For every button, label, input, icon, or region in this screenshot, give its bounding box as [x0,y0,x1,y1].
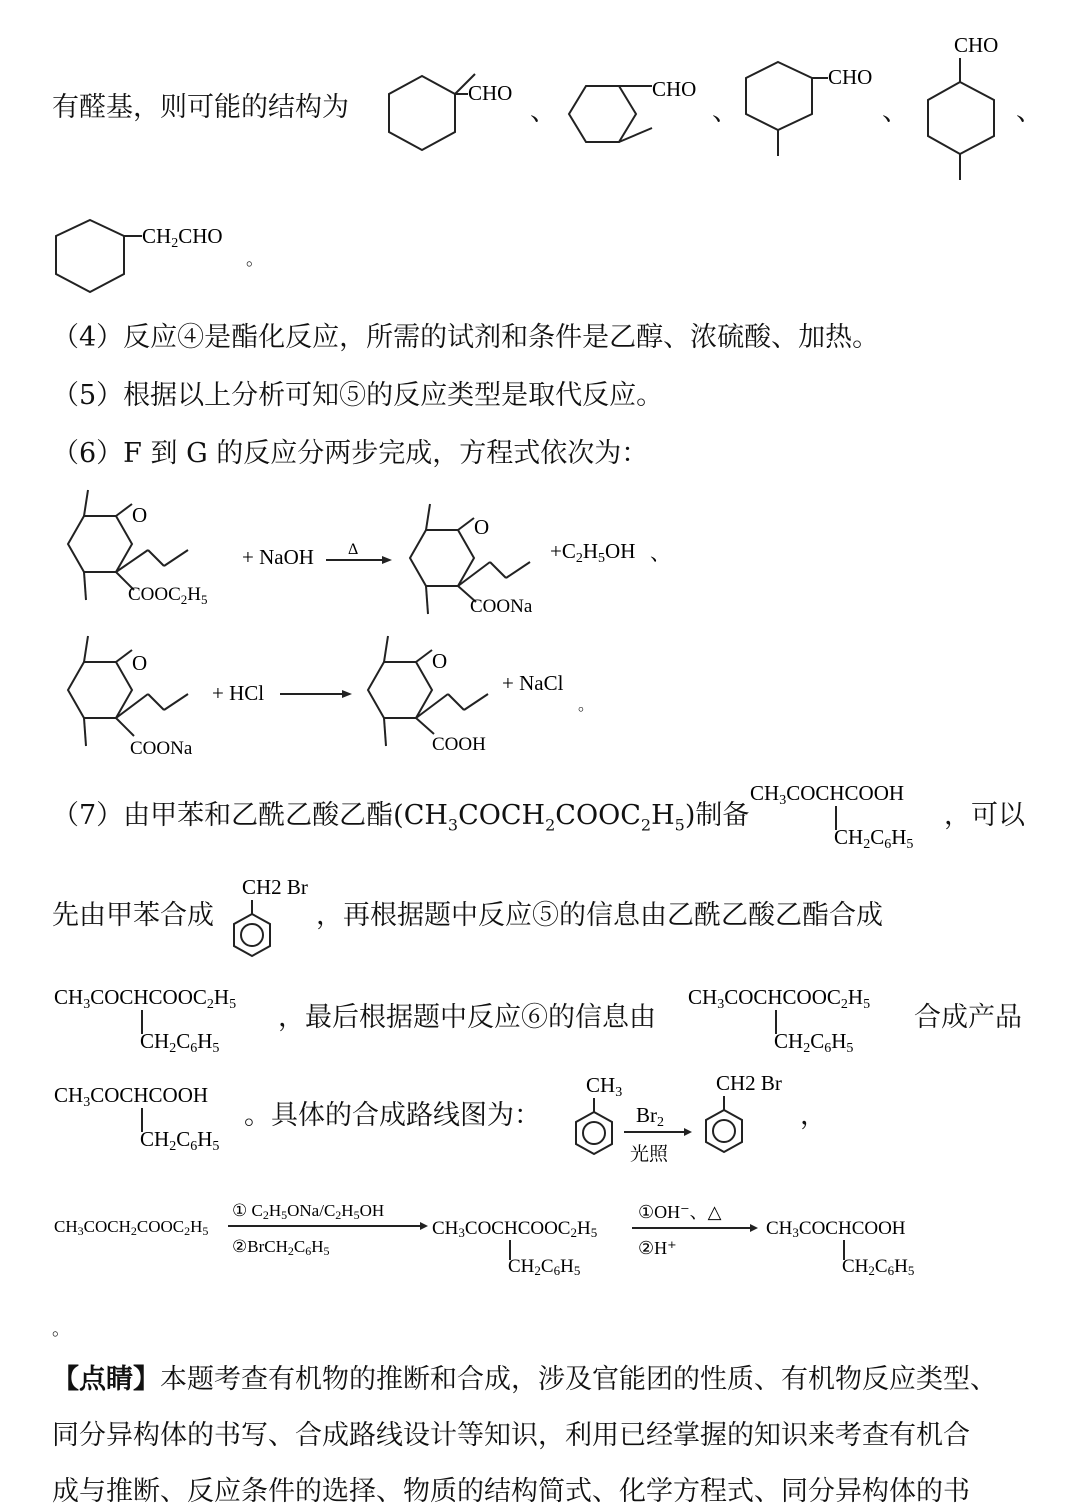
hcl-label: + HCl [212,681,265,705]
svg-text:CH3COCH2COOC2H5: CH3COCH2COOC2H5 [54,1217,209,1238]
isomer-2-structure [564,60,714,155]
para-7-d: ，再根据题中反应⑤的信息由乙酰乙酸乙酯合成 [316,900,883,931]
svg-text:CH3COCHCOOH: CH3COCHCOOH [750,781,905,808]
sep-1: 、 [530,96,557,127]
svg-text:②BrCH2C6H5: ②BrCH2C6H5 [232,1237,330,1258]
equation-2 [52,632,612,762]
svg-text:①OH⁻、△: ①OH⁻、△ [638,1202,722,1222]
svg-text:。: 。 [578,697,595,714]
svg-text:+C2H5OH: +C2H5OH [550,539,636,566]
svg-text:CH2 Br: CH2 Br [716,1071,782,1095]
note-line-1: 【点睛】本题考查有机物的推断和合成，涉及官能团的性质、有机物反应类型、 [52,1364,997,1395]
svg-text:COOH: COOH [432,734,486,755]
para-6: （6）F 到 G 的反应分两步完成，方程式依次为： [52,438,649,469]
isomer-3-cho: CHO [828,65,873,89]
target-acid-2 [52,1080,252,1156]
period-1: 。 [246,249,264,270]
isomer-4-structure [920,30,1030,190]
svg-text:CH3COCHCOOC2H5: CH3COCHCOOC2H5 [688,985,871,1012]
product-1 [410,504,533,617]
svg-text:、: 、 [650,541,671,565]
naoh-label: + NaOH [242,545,314,569]
sep-3: 、 [882,96,909,127]
para-7-g: 。具体的合成路线图为： [244,1100,541,1131]
svg-text:① C2H5ONa/C2H5OH: ① C2H5ONa/C2H5OH [232,1201,385,1222]
product-2 [368,636,488,755]
isomer-1-cho: CHO [468,81,513,105]
synthesis-route [52,1192,1012,1282]
para-7-i: 。 [52,1319,70,1340]
para-7-e: ，最后根据题中反应⑥的信息由 [278,1002,656,1033]
svg-text:光照: 光照 [630,1144,669,1165]
ester-intermediate-2 [686,982,916,1058]
svg-text:COONa: COONa [470,596,533,617]
svg-text:CH2 Br: CH2 Br [242,875,308,899]
svg-text:O: O [474,515,490,539]
svg-text:O: O [132,651,148,675]
svg-text:CH2C6H5: CH2C6H5 [842,1256,915,1278]
svg-text:COONa: COONa [130,738,193,759]
isomer-4-cho: CHO [954,33,999,57]
svg-text:CH3: CH3 [586,1073,623,1100]
ester-intermediate-1 [52,982,282,1058]
delta-label: Δ [348,541,359,558]
sep-2: 、 [712,96,739,127]
reactant-2 [68,636,193,759]
isomer-3-structure [740,50,890,160]
svg-text:CH3COCHCOOC2H5: CH3COCHCOOC2H5 [432,1218,598,1240]
para-7-f: 合成产品 [914,1002,1022,1033]
para-4: （4）反应④是酯化反应，所需的试剂和条件是乙醇、浓硫酸、加热。 [52,322,880,353]
nacl-label: + NaCl [502,671,564,695]
svg-text:CH3COCHCOOC2H5: CH3COCHCOOC2H5 [54,985,237,1012]
sep-4: 、 [1016,96,1043,127]
equation-1 [52,486,672,626]
para-7-h: ， [800,1100,827,1131]
svg-text:CH2C6H5: CH2C6H5 [140,1127,220,1154]
isomer-2-cho: CHO [652,77,697,101]
svg-text:CH2C6H5: CH2C6H5 [774,1029,854,1056]
svg-text:O: O [132,503,148,527]
svg-text:CH3COCHCOOH: CH3COCHCOOH [766,1218,906,1240]
svg-text:Br2: Br2 [636,1103,664,1130]
svg-text:COOC2H5: $COOC_2H_5$ [128,584,208,607]
intro-text: 有醛基，则可能的结构为 [52,92,349,123]
toluene-bromination [566,1068,806,1168]
para-7-b: ，可以 [944,800,1025,831]
para-5: （5）根据以上分析可知⑤的反应类型是取代反应。 [52,380,664,411]
isomer-5-ch2cho: CH2CHO [142,224,223,251]
target-acid-1 [748,778,948,854]
svg-text:O: O [432,649,448,673]
reactant-1 [68,490,208,607]
svg-text:CH2C6H5: CH2C6H5 [140,1029,220,1056]
svg-text:CH2C6H5: CH2C6H5 [508,1256,581,1278]
para-7-c: 先由甲苯合成 [52,900,214,931]
note-line-3: 成与推断、反应条件的选择、物质的结构简式、化学方程式、同分异构体的书 [52,1476,970,1507]
svg-text:CH2C6H5: CH2C6H5 [834,825,914,852]
svg-text:CH3COCHCOOH: CH3COCHCOOH [54,1083,209,1110]
note-line-2: 同分异构体的书写、合成路线设计等知识，利用已经掌握的知识来考查有机合 [52,1420,970,1451]
svg-text:②H⁺: ②H⁺ [638,1238,677,1258]
note-tag: 【点睛】 [52,1364,160,1395]
isomer-1-structure [380,60,530,155]
para-7-a: （7）由甲苯和乙酰乙酸乙酯$(CH_3COCH_2COOC_2H_5)$制备 [52,800,750,835]
isomer-5-structure [52,212,252,302]
